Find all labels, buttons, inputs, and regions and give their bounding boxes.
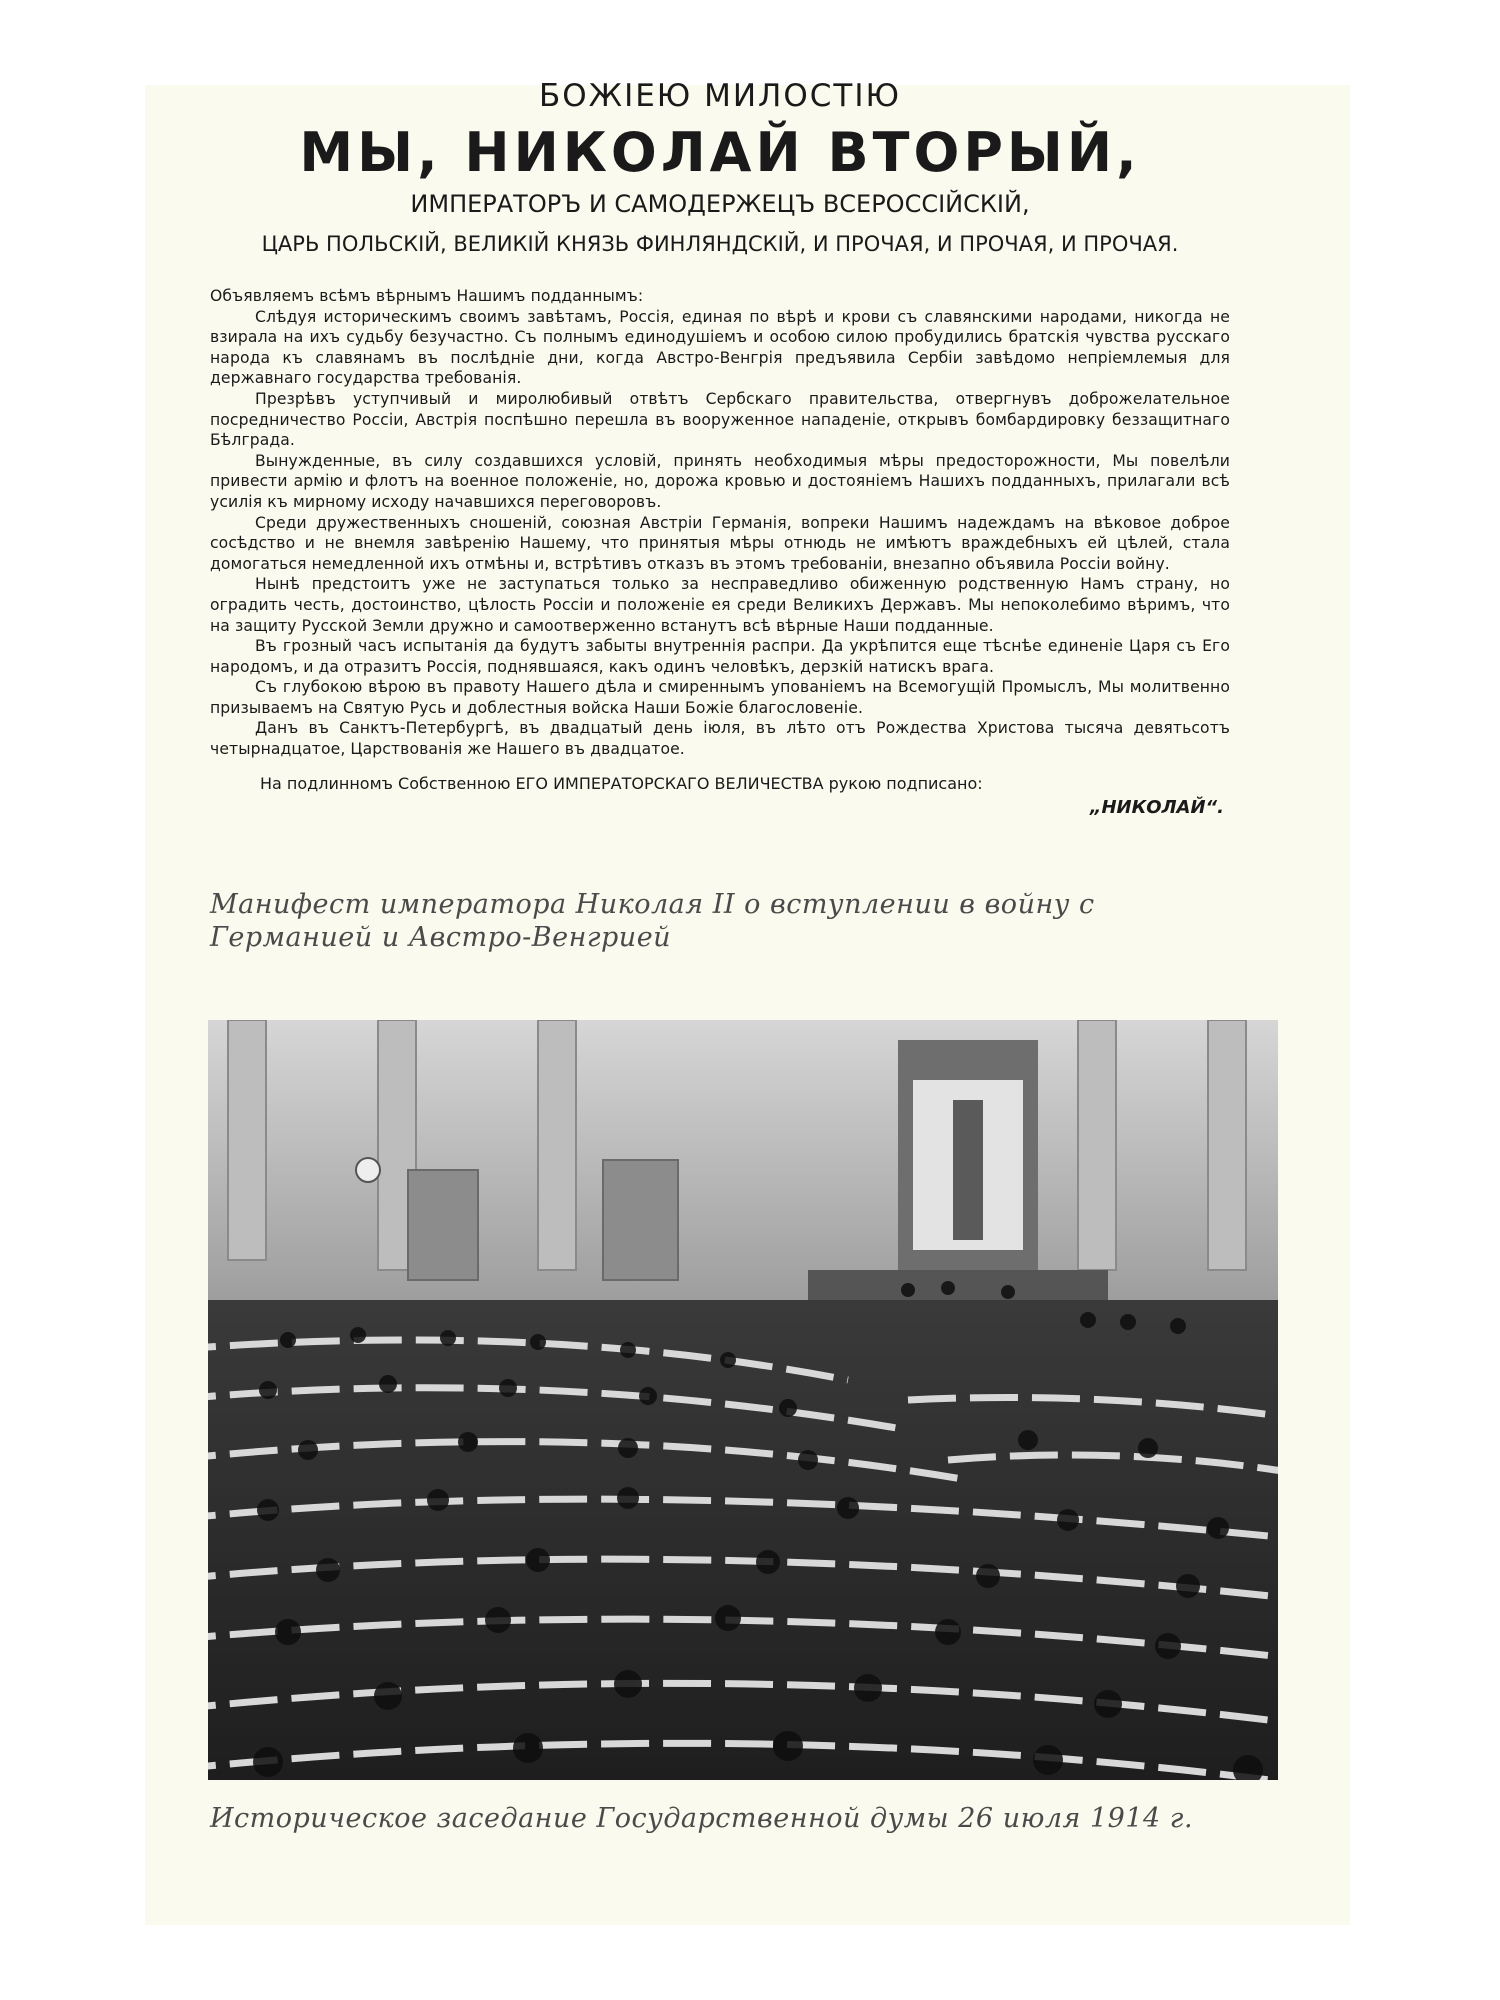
duma-session-photo [208, 1020, 1278, 1780]
manifesto [210, 60, 1230, 818]
manifesto-paragraph: Въ грозный часъ испытанія да будутъ забыты внутреннія распри. Да укрѣпится еще тѣснѣе единеніе Царя съ Его народомъ, и да отразитъ Россія, поднявшаяся, какъ одинъ человѣкъ, дерзкій натискъ врага. [210, 637, 1230, 676]
manifesto-header-emperor: ИМПЕРАТОРЪ И САМОДЕРЖЕЦЪ ВСЕРОССІЙСКІЙ, [410, 190, 1030, 218]
manifesto-address: Объявляемъ всѣмъ вѣрнымъ Нашимъ подданнымъ: [210, 287, 644, 305]
manifesto-header-grace: БОЖІЕЮ МИЛОСТІЮ [539, 78, 901, 114]
manifesto-header-titles: ЦАРЬ ПОЛЬСКІЙ, ВЕЛИКІЙ КНЯЗЬ ФИНЛЯНДСКІЙ, И ПРОЧАЯ, И ПРОЧАЯ, И ПРОЧАЯ. [261, 232, 1179, 256]
caption-photo: Историческое заседание Государственной думы 26 июля 1914 г. [210, 1803, 1194, 1834]
manifesto-paragraph: Данъ въ Санктъ-Петербургѣ, въ двадцатый день іюля, въ лѣто отъ Рождества Христова тысяча девятьсотъ четырнадцатое, Царствованія же Нашего въ двадцатое. [210, 719, 1230, 759]
manifesto-header-title: МЫ, НИКОЛАЙ ВТОРЫЙ, [299, 121, 1141, 184]
manifesto-paragraph: Презрѣвъ уступчивый и миролюбивый отвѣтъ Сербскаго правительства, отвергнувъ доброжелательное посредничество Россіи, Австрія поспѣшно перешла въ вооруженное нападеніе, открывъ бомбардировку беззащитнаго Бѣлграда. [210, 389, 1230, 450]
manifesto-paragraph: Съ глубокою вѣрою въ правоту Нашего дѣла и смиреннымъ упованіемъ на Всемогущій Промыслъ, Мы молитвенно призываемъ на Святую Русь и доблестныя войска Наши Божіе благословеніе. [210, 678, 1230, 717]
manifesto-paragraph: Слѣдуя историческимъ своимъ завѣтамъ, Россія, единая по вѣрѣ и крови съ славянскими народами, никогда не взирала на ихъ судьбу безучастно. Съ полнымъ единодушіемъ и особою силою пробудились братскія чувства русскаго народа къ славянамъ въ послѣдніе дни, когда Австро-Венгрія предъявила Сербіи завѣдомо непріемлемыя для державнаго государства требованія. [210, 307, 1230, 388]
manifesto-paragraph: Среди дружественныхъ сношеній, союзная Австріи Германія, вопреки Нашимъ надеждамъ на вѣковое доброе сосѣдство и не внемля завѣренію Нашему, что принятыя мѣры отнюдь не имѣютъ враждебныхъ ей цѣлей, стала домогаться немедленной ихъ отмѣны и, встрѣтивъ отказъ въ этомъ требованіи, внезапно объявила Россіи войну. [210, 513, 1230, 573]
caption-manifesto: Манифест императора Николая II о вступлении в войну с Германией и Австро-Венгрией [210, 889, 1095, 953]
manifesto-body [210, 286, 1230, 760]
manifesto-paragraph: Нынѣ предстоитъ уже не заступаться только за несправедливо обиженную родственную Намъ страну, но оградить честь, достоинство, цѣлость Россіи и положеніе ея среди Великихъ Державъ. Мы непоколебимо вѣримъ, что на защиту Русской Земли дружно и самоотверженно встанутъ всѣ вѣрные Наши подданные. [210, 575, 1230, 635]
manifesto-signature: „НИКОЛАЙ“. [1089, 796, 1224, 818]
manifesto-paragraph: Вынужденные, въ силу создавшихся условій, принять необходимыя мѣры предосторожности, Мы повелѣли привести армію и флотъ на военное положеніе, но, дорожа кровью и достояніемъ Нашихъ подданныхъ, прилагали всѣ усилія къ мирному исходу начавшихся переговоровъ. [210, 451, 1230, 511]
manifesto-signed-line: На подлинномъ Собственною ЕГО ИМПЕРАТОРСКАГО ВЕЛИЧЕСТВА рукою подписано: [260, 773, 983, 793]
